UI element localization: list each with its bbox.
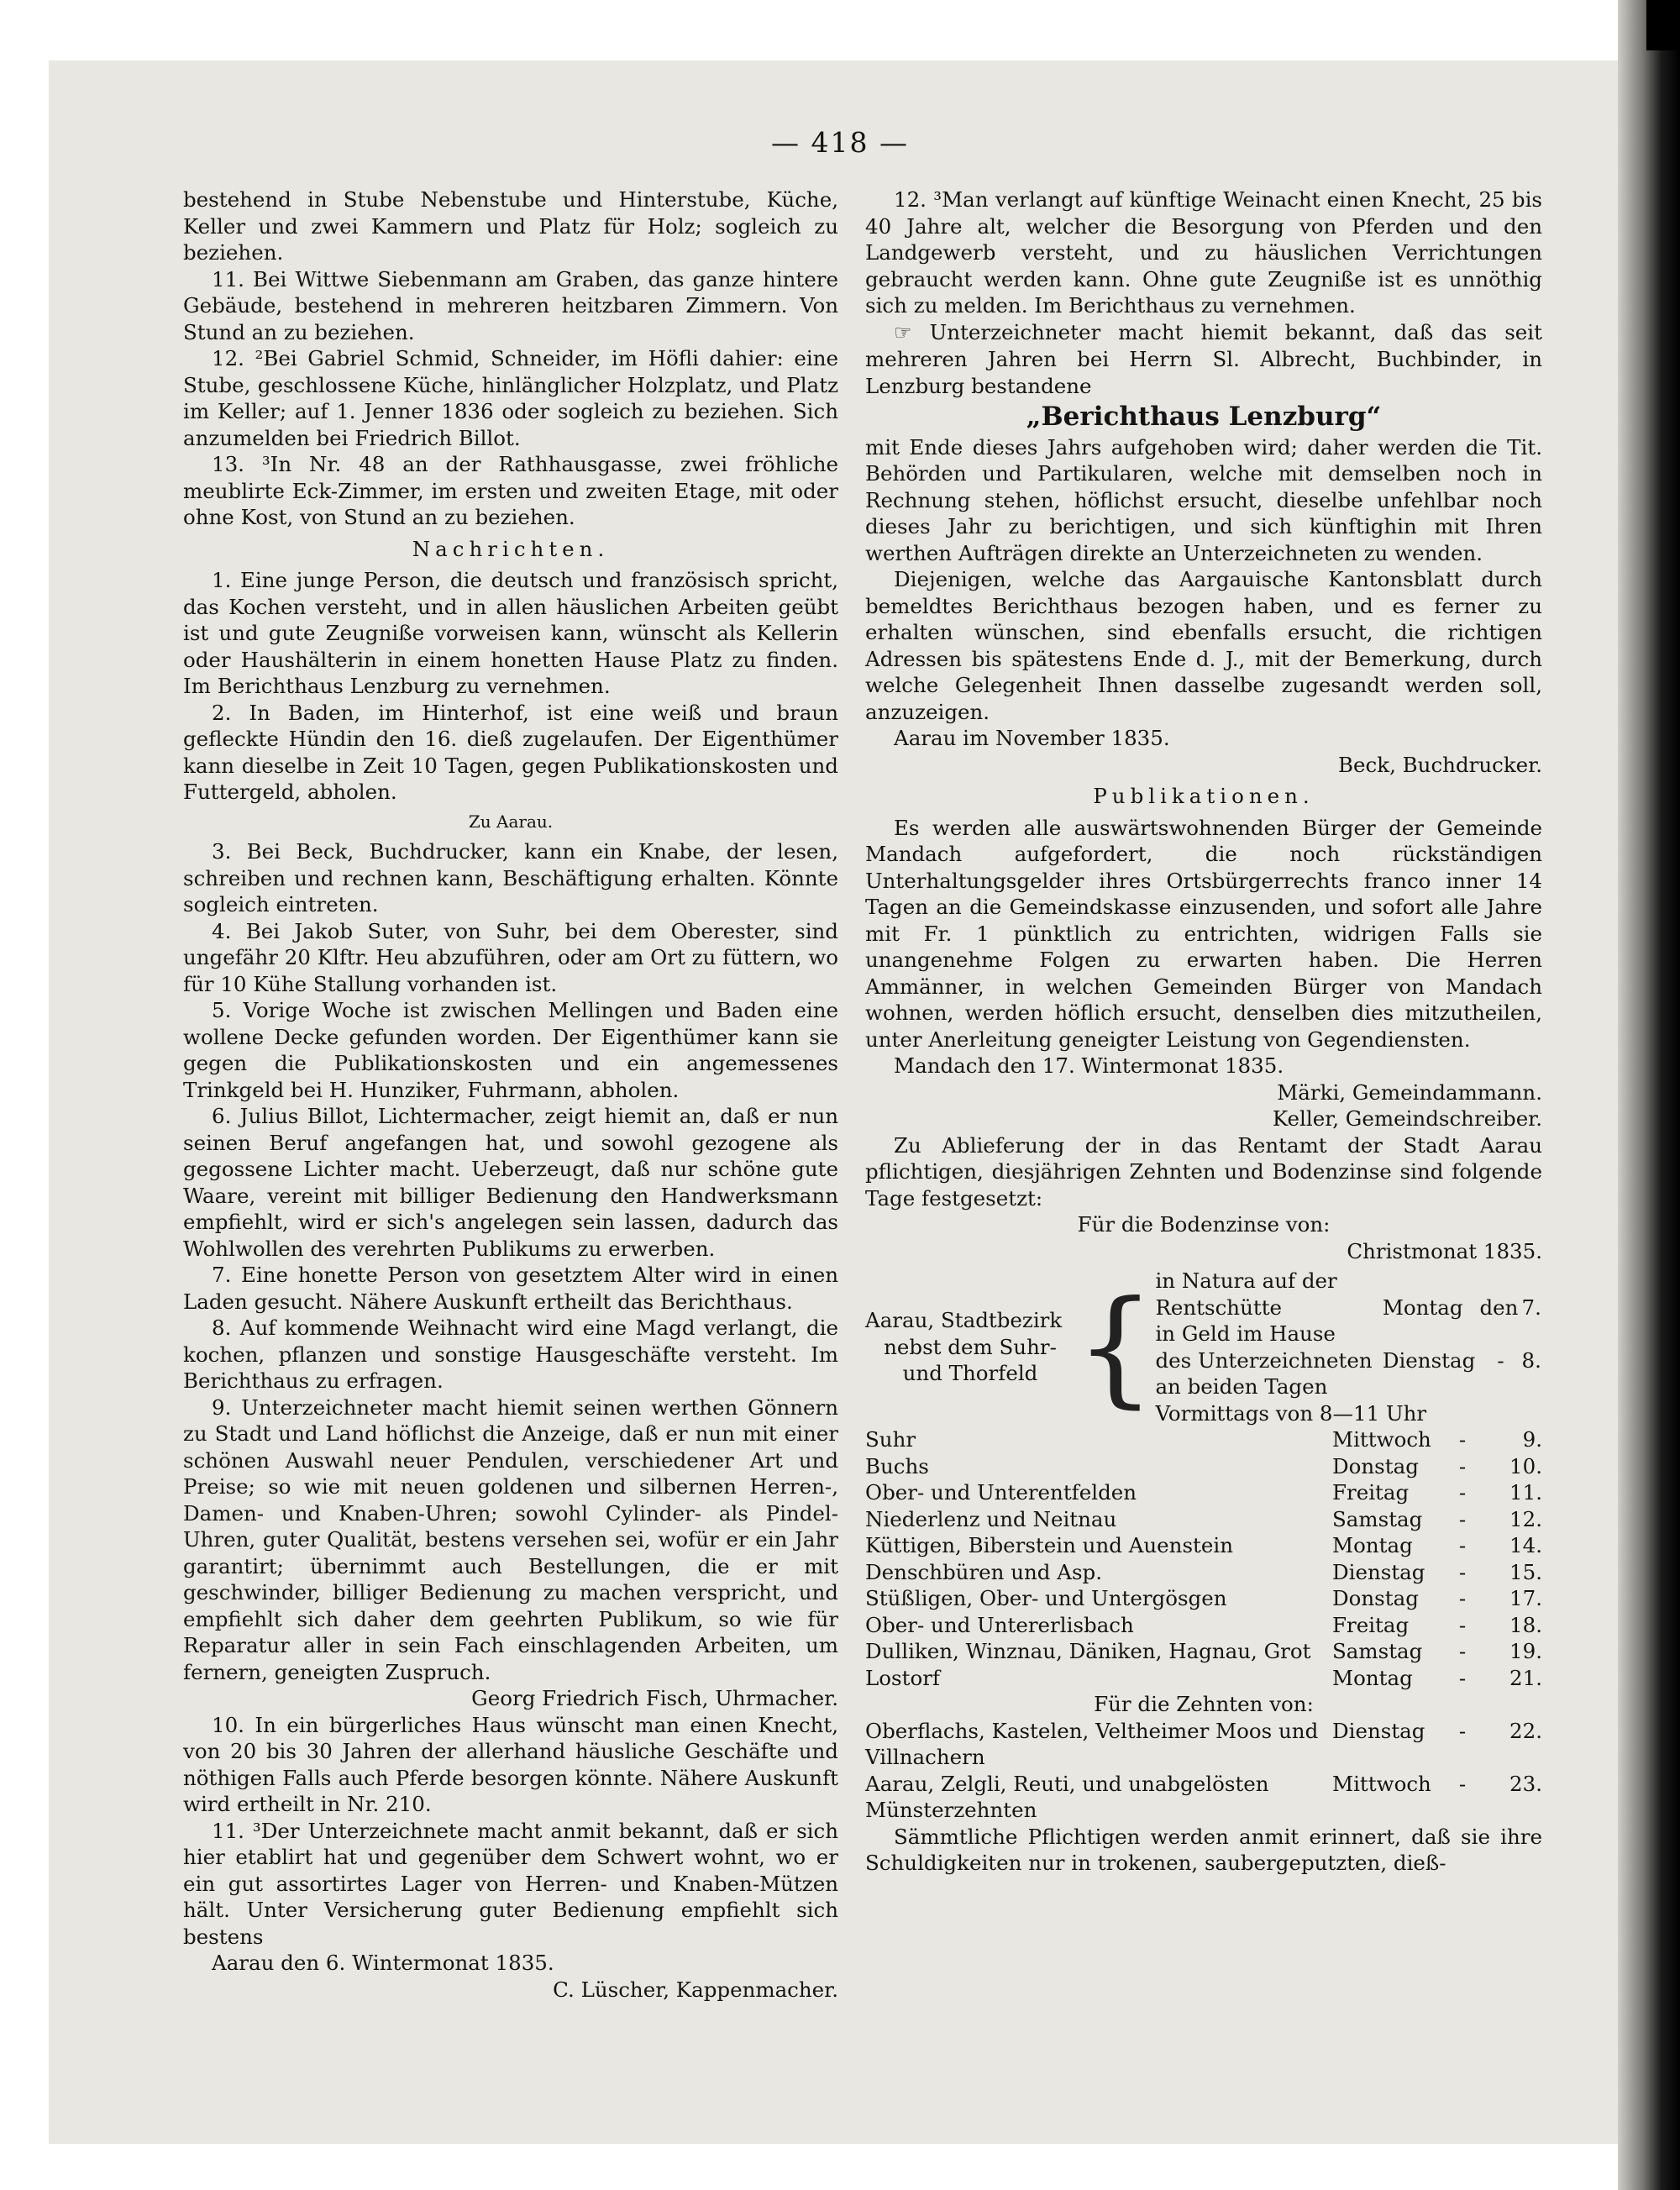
schedule-number: 14.	[1509, 1533, 1542, 1557]
schedule-number: 22.	[1509, 1718, 1542, 1743]
schedule-place: Küttigen, Biberstein und Auenstein	[865, 1533, 1233, 1557]
left-column	[183, 186, 838, 2003]
berichthaus-body-2: Diejenigen, welche das Aargauische Kantonsblatt durch bemeldtes Berichthaus bezogen haben, und es ferner zu erhalten wünschen, sind ebenfalls ersucht, die richtigen Adressen bis spätestens Ende d. J., mit der Bemerkung, durch welche Gelegenheit Ihnen dasselbe zugesandt werden soll, anzuzeigen.	[865, 567, 1542, 724]
schedule-place: Stüßligen, Ober- und Untergösgen	[865, 1586, 1227, 1610]
aarau-sub1-num: 7.	[1521, 1295, 1541, 1320]
notice-2: 2. In Baden, im Hinterhof, ist eine weiß und braun gefleckte Hündin den 16. dieß zugelaufen. Der Eigenthümer kann dieselbe in Zeit 10 Tagen, gegen Publikationskosten und Futtergeld, abholen.	[183, 700, 838, 804]
aarau-sub1-line1: in Natura auf der	[1155, 1268, 1337, 1293]
schedule-day: Freitag	[1332, 1612, 1410, 1637]
scan-corner	[1646, 0, 1680, 50]
schedule-row: Suhr Mittwoch - 9.	[865, 1427, 1542, 1452]
schedule-number: 9.	[1522, 1427, 1542, 1452]
schedule-row: Lostorf Montag - 21.	[865, 1665, 1542, 1690]
schedule-row: Dulliken, Winznau, Däniken, Hagnau, Grot Samstag - 19.	[865, 1639, 1542, 1663]
listing-11: 11. Bei Wittwe Siebenmann am Graben, das ganze hintere Gebäude, bestehend in mehreren heitzbaren Zimmern. Von Stund an zu beziehen.	[183, 266, 838, 344]
publikation-body: Es werden alle auswärtswohnenden Bürger der Gemeinde Mandach aufgefordert, die noch rückständigen Unterhaltungsgelder ihres Ortsbürgerrechts franco inner 14 Tagen an die Gemeindskasse einzusenden, und sofort alle Jahre mit Fr. 1 pünktlich zu entrichten, widrigen Falls sie unangenehme Folgen zu erwarten haben. Die Herren Ammänner, in welchen Gemeinden Bürger von Mandach wohnen, werden höflich ersucht, denselben dies mitzutheilen, unter Anerleitung geneigter Leistung von Gegendiensten.	[865, 815, 1542, 1052]
section-title-publikationen: Publikationen.	[1093, 784, 1315, 808]
publikation-signature-2: Keller, Gemeindschreiber.	[1272, 1106, 1542, 1131]
schedule-day: Mittwoch	[1332, 1427, 1431, 1452]
zehnten-schedule	[865, 1718, 1542, 1824]
binding-edge	[1618, 0, 1680, 2190]
aarau-sub2-num: 8.	[1521, 1347, 1541, 1373]
schedule-place: Lostorf	[865, 1665, 940, 1690]
schedule-place: Buchs	[865, 1453, 929, 1478]
notice-9-signature: Georg Friedrich Fisch, Uhrmacher.	[471, 1686, 838, 1710]
brace-glyph: {	[1075, 1274, 1156, 1421]
notice-7: 7. Eine honette Person von gesetztem Alter wird in einen Laden gesucht. Nähere Auskunft ertheilt das Berichthaus.	[183, 1263, 838, 1314]
schedule-number: 15.	[1509, 1559, 1542, 1584]
aarau-place-cell: Aarau, Stadtbezirk nebst dem Suhr- und Thorfeld	[865, 1308, 1063, 1386]
schedule-place: Dulliken, Winznau, Däniken, Hagnau, Grot	[865, 1639, 1311, 1663]
schedule-number: 23.	[1509, 1771, 1542, 1796]
notice-4: 4. Bei Jakob Suter, von Suhr, bei dem Oberester, sind ungefähr 20 Klftr. Heu abzuführen, oder am Ort zu füttern, wo für 10 Kühe Stallung vorhanden ist.	[183, 918, 838, 996]
berichthaus-intro-text: Unterzeichneter macht hiemit bekannt, daß das seit mehreren Jahren bei Herrn Sl. Albrecht, Buchbinder, in Lenzburg bestandene	[865, 319, 1542, 398]
page-number: — 418 —	[771, 126, 909, 159]
notice-6: 6. Julius Billot, Lichtermacher, zeigt hiemit an, daß er nun seinen Beruf angefangen hat, und sowohl gezogene als gegossene Lichter macht. Ueberzeugt, daß nur schöne gute Waare, vereint mit billiger Bedienung den Handwerksmann empfiehlt, wird er sich's angelegen sein lassen, dadurch das Wohlwollen des verehrten Publikums zu erwerben.	[183, 1104, 838, 1261]
notice-3: 3. Bei Beck, Buchdrucker, kann ein Knabe, der lesen, schreiben und rechnen kann, Beschäftigung erhalten. Könnte sogleich eintreten.	[183, 839, 838, 916]
schedule-row: Buchs Donstag - 10.	[865, 1453, 1542, 1478]
notice-8: 8. Auf kommende Weihnacht wird eine Magd verlangt, die kochen, pflanzen und sonstige Hausgeschäfte versteht. Im Berichthaus zu erfragen.	[183, 1316, 838, 1393]
schedule-place: Suhr	[865, 1427, 916, 1452]
schedule-row: Ober- und Untererlisbach Freitag - 18.	[865, 1612, 1542, 1637]
section-title-nachrichten: Nachrichten.	[412, 536, 610, 561]
notice-9: 9. Unterzeichneter macht hiemit seinen werthen Gönnern zu Stadt und Land höflichst die Anzeige, daß er nun mit einer schönen Auswahl neuer Pendulen, verschiedener Art und Preise; so wie mit neuen goldenen und silbernen Herren-, Damen- und Knaben-Uhren; sowohl Cylinder- als Pindel-Uhren, guter Qualität, bestens versehen sei, wofür er ein Jahr garantirt; übernimmt auch Bestellungen, die er mit geschwinder, billiger Bedienung zu machen verspricht, und empfiehlt sich daher dem geehrten Publikum, so wie für Reparatur aller in sein Fach einschlagenden Arbeiten, um fernern, geneigten Zuspruch.	[183, 1394, 838, 1684]
subheading-zu-aarau: Zu Aarau.	[468, 811, 554, 832]
schedule-row: Oberflachs, Kastelen, Veltheimer Moos und Villnachern Dienstag - 22.	[865, 1718, 1542, 1769]
closing-paragraph: Sämmtliche Pflichtigen werden anmit erinnert, daß sie ihre Schuldigkeiten nur in trokenen, saubergeputzten, dieß-	[865, 1824, 1542, 1875]
zehnten-intro: Zu Ablieferung der in das Rentamt der Stadt Aarau pflichtigen, diesjährigen Zehnten und Bodenzinse sind folgende Tage festgesetzt:	[865, 1132, 1542, 1211]
schedule-place: Denschbüren und Asp.	[865, 1559, 1103, 1584]
aarau-sub3-line1: an beiden Tagen	[1155, 1374, 1328, 1399]
schedule-number: 12.	[1509, 1506, 1542, 1531]
notice-10: 10. In ein bürgerliches Haus wünscht man einen Knecht, von 20 bis 30 Jahren der allerhand häusliche Geschäfte und nöthigen Falls auch Pferde besorgen könnte. Nähere Auskunft wird ertheilt in Nr. 210.	[183, 1712, 838, 1816]
schedule-row: Aarau, Zelgli, Reuti, und unabgelösten Münsterzehnten Mittwoch - 23.	[865, 1771, 1542, 1822]
schedule-place: Oberflachs, Kastelen, Veltheimer Moos und Villnachern	[865, 1718, 1319, 1769]
notice-11-date: Aarau den 6. Wintermonat 1835.	[212, 1951, 554, 1975]
schedule-day: Montag	[1332, 1665, 1413, 1690]
schedule-row: Ober- und Unterentfelden Freitag - 11.	[865, 1480, 1542, 1505]
bodenzins-schedule	[865, 1426, 1542, 1691]
schedule-row: Stüßligen, Ober- und Untergösgen Donstag - 17.	[865, 1586, 1542, 1610]
notice-12: 12. ³Man verlangt auf künftige Weinacht einen Knecht, 25 bis 40 Jahre alt, welcher die Besorgung von Pferden und den Landgewerb versteht, und zu häuslichen Verrichtungen gebraucht werden kann. Ohne gute Zeugniße ist es unnöthig sich zu melden. Im Berichthaus zu vernehmen.	[865, 187, 1542, 318]
berichthaus-title: „Berichthaus Lenzburg“	[1026, 402, 1382, 432]
schedule-row: Küttigen, Biberstein und Auenstein Montag - 14.	[865, 1533, 1542, 1557]
notice-11: 11. ³Der Unterzeichnete macht anmit bekannt, daß er sich hier etablirt hat und gegenüber dem Schwert wohnt, wo er ein gut assortirtes Lager von Herren- und Knaben-Mützen hält. Unter Versicherung guter Bedienung empfiehlt sich bestens	[183, 1818, 838, 1949]
schedule-number: 21.	[1509, 1665, 1542, 1690]
schedule-day: Donstag	[1332, 1586, 1419, 1610]
schedule-number: 10.	[1509, 1453, 1542, 1478]
publikation-date: Mandach den 17. Wintermonat 1835.	[894, 1053, 1284, 1078]
listing-13: 13. ³In Nr. 48 an der Rathhausgasse, zwei fröhliche meublirte Eck-Zimmer, im ersten und zweiten Etage, mit oder ohne Kost, von Stund an zu beziehen.	[183, 452, 838, 529]
aarau-sub2-day: Dienstag	[1382, 1347, 1476, 1373]
notice-11-signature: C. Lüscher, Kappenmacher.	[553, 1977, 838, 2002]
notice-5: 5. Vorige Woche ist zwischen Mellingen und Baden eine wollene Decke gefunden worden. Der Eigenthümer kann sie gegen die Publikationskosten und ein angemessenes Trinkgeld bei H. Hunziker, Fuhrmann, abholen.	[183, 998, 838, 1102]
month-label: Christmonat 1835.	[1347, 1238, 1542, 1263]
schedule-number: 17.	[1509, 1586, 1542, 1610]
schedule-day: Montag	[1332, 1533, 1413, 1557]
berichthaus-date: Aarau im November 1835.	[894, 726, 1170, 750]
schedule-row: Denschbüren und Asp. Dienstag - 15.	[865, 1559, 1542, 1584]
schedule-number: 18.	[1509, 1612, 1542, 1637]
schedule-place: Ober- und Unterentfelden	[865, 1480, 1137, 1505]
schedule-day: Dienstag	[1332, 1718, 1425, 1743]
schedule-day: Freitag	[1332, 1480, 1410, 1505]
listing-12: 12. ²Bei Gabriel Schmid, Schneider, im Höfli dahier: eine Stube, geschlossene Küche, hinlänglicher Holzplatz, und Platz im Keller; auf 1. Jenner 1836 oder sogleich zu beziehen. Sich anzumelden bei Friedrich Billot.	[183, 346, 838, 450]
berichthaus-signature: Beck, Buchdrucker.	[1338, 752, 1542, 777]
berichthaus-notice-intro	[865, 319, 1542, 400]
zehnten-title: Für die Zehnten von:	[1094, 1692, 1314, 1716]
schedule-day: Samstag	[1332, 1639, 1423, 1663]
schedule-day: Samstag	[1332, 1506, 1423, 1531]
schedule-place: Niederlenz und Neitnau	[865, 1506, 1117, 1531]
aarau-schedule-group: Aarau, Stadtbezirk nebst dem Suhr- und Thorfeld { in Natura auf der Rentschütte Montag den 7. in Geld im Hause des Unterzeichneten Dienstag - 8. an beiden Tagen Vormittags von 8—11 Uhr	[865, 1268, 1541, 1426]
aarau-sub1-den: den	[1479, 1295, 1519, 1320]
schedule-place: Ober- und Untererlisbach	[865, 1612, 1134, 1637]
schedule-number: 11.	[1509, 1480, 1542, 1505]
berichthaus-body: mit Ende dieses Jahrs aufgehoben wird; daher werden die Tit. Behörden und Partikularen, welche mit demselben noch in Rechnung stehen, höflichst ersucht, dieselbe unfehlbar noch dieses Jahr zu berichtigen, und sich künftighin mit Ihren werthen Aufträgen direkte an Unterzeichneten zu wenden.	[865, 434, 1542, 565]
schedule-place: Aarau, Zelgli, Reuti, und unabgelösten Münsterzehnten	[865, 1771, 1269, 1822]
schedule-day: Mittwoch	[1332, 1771, 1431, 1796]
pointing-hand-icon: ☞	[894, 320, 912, 344]
right-column	[865, 186, 1542, 1877]
schedule-day: Dienstag	[1332, 1559, 1425, 1584]
aarau-sub2-line1: in Geld im Hause	[1155, 1321, 1336, 1346]
schedule-number: 19.	[1509, 1639, 1542, 1663]
aarau-sub2-line2: des Unterzeichneten	[1155, 1347, 1373, 1373]
paragraph-continued: bestehend in Stube Nebenstube und Hinterstube, Küche, Keller und zwei Kammern und Platz für Holz; sogleich zu beziehen.	[183, 187, 838, 265]
notice-1: 1. Eine junge Person, die deutsch und französisch spricht, das Kochen versteht, und in allen häuslichen Arbeiten geübt ist und gute Zeugniße vorweisen kann, wünscht als Kellerin oder Haushälterin in einem honetten Hause Platz zu finden. Im Berichthaus Lenzburg zu vernehmen.	[183, 568, 838, 698]
bodenzinse-title: Für die Bodenzinse von:	[1077, 1212, 1331, 1237]
aarau-sub1-day: Montag	[1382, 1295, 1463, 1320]
schedule-row: Niederlenz und Neitnau Samstag - 12.	[865, 1506, 1542, 1531]
schedule-day: Donstag	[1332, 1453, 1419, 1478]
publikation-signature-1: Märki, Gemeindammann.	[1277, 1079, 1542, 1105]
aarau-sub1-line2: Rentschütte	[1155, 1295, 1283, 1320]
aarau-sub3-line2: Vormittags von 8—11 Uhr	[1155, 1400, 1427, 1426]
